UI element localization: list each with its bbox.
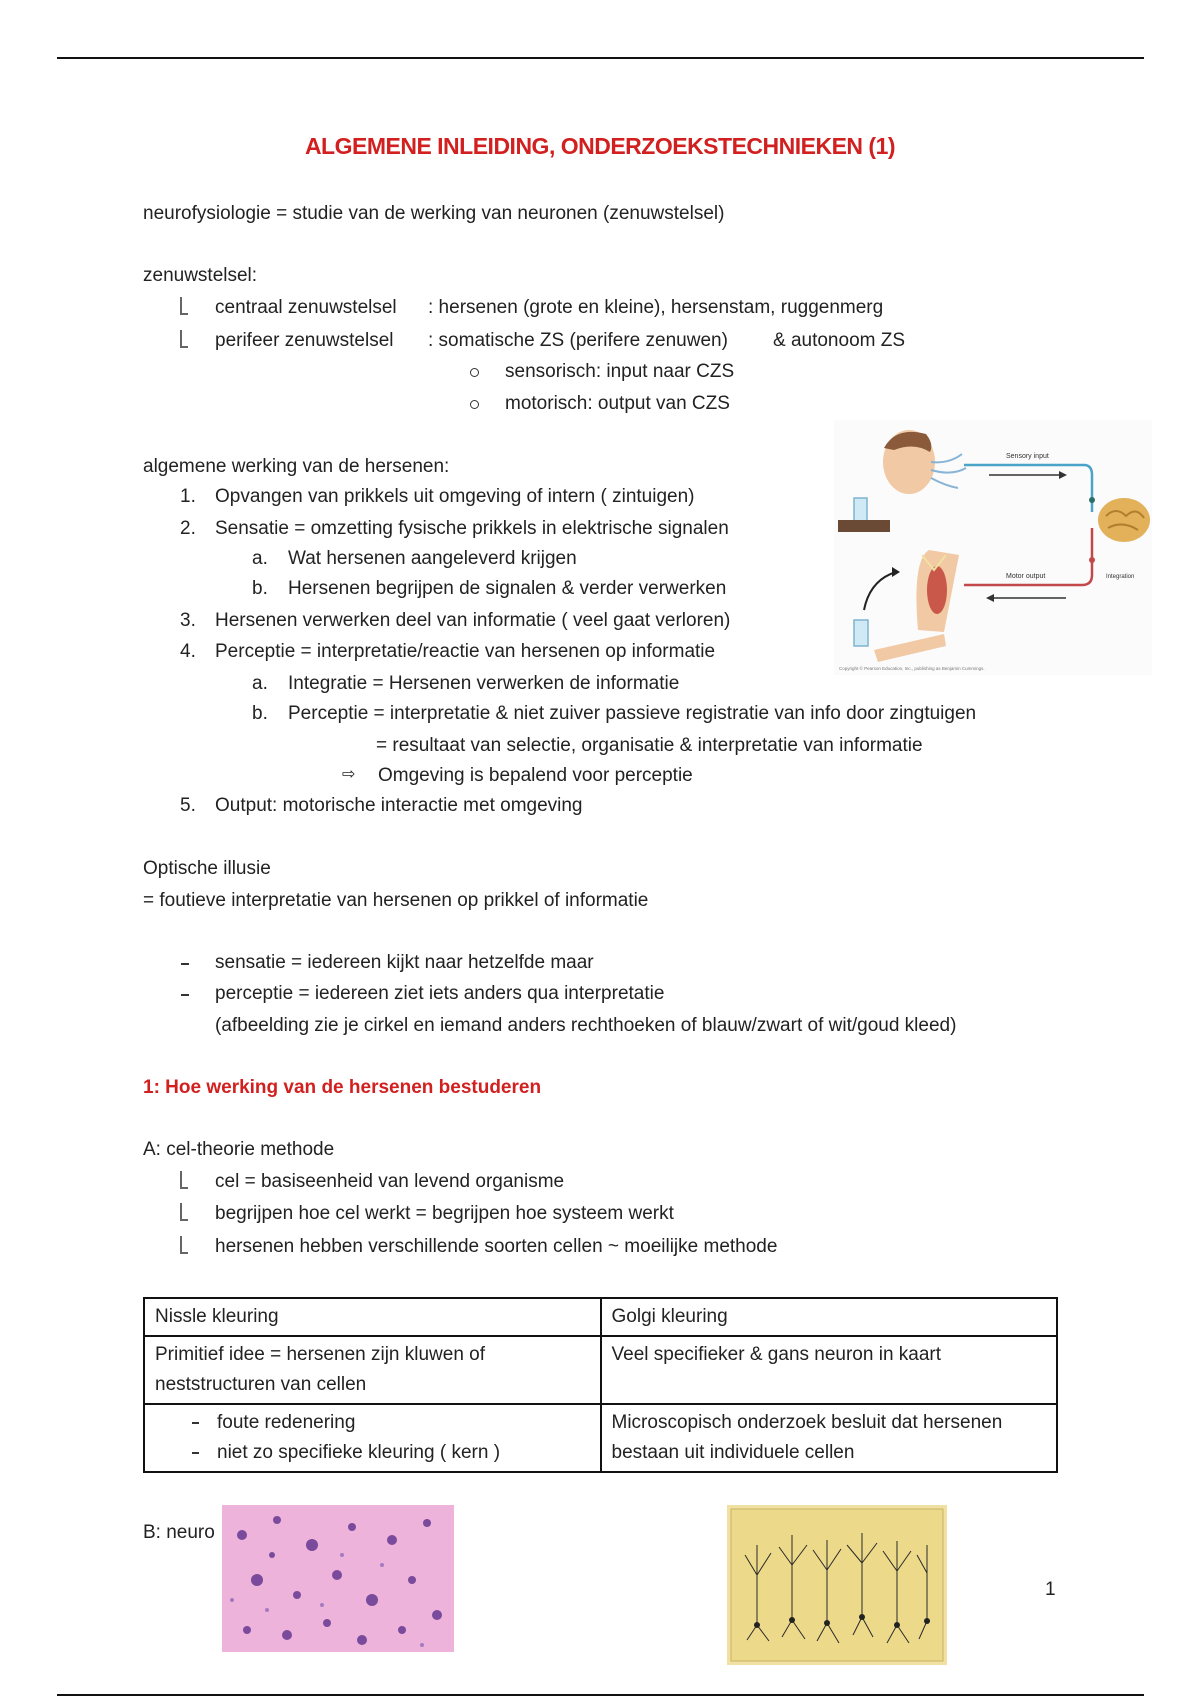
illusion-note: (afbeelding zie je cirkel en iemand anders rechthoeken of blauw/zwart of wit/goud kleed)	[215, 1015, 957, 1036]
pns-description: : somatische ZS (perifere zenuwen)	[428, 330, 728, 351]
table-row	[144, 1298, 1057, 1336]
table-row	[144, 1404, 1057, 1472]
table-list-text: niet zo specifieke kleuring ( kern )	[217, 1442, 501, 1463]
list-subitem: Wat hersenen aangeleverd krijgen	[288, 548, 577, 569]
illusion-heading: Optische illusie	[143, 858, 271, 879]
figure-copyright: Copyright © Pearson Education, Inc., publishing as Benjamin Cummings.	[839, 666, 985, 671]
list-item: Opvangen van prikkels uit omgeving of intern ( zintuigen)	[215, 486, 695, 507]
cns-description: : hersenen (grote en kleine), hersenstam, ruggenmerg	[428, 297, 884, 318]
list-letter: b.	[252, 578, 268, 599]
list-letter: a.	[252, 673, 268, 694]
subsection-heading: A: cel-theorie methode	[143, 1139, 335, 1160]
dash-bullet-icon	[192, 1422, 199, 1424]
list-letter: a.	[252, 548, 268, 569]
list-continuation: = resultaat van selectie, organisatie & interpretatie van informatie	[376, 735, 923, 756]
list-item: Hersenen verwerken deel van informatie ( veel gaat verloren)	[215, 610, 731, 631]
nervous-system-heading: zenuwstelsel:	[143, 265, 258, 286]
cell-theory-item: begrijpen hoe cel werkt = begrijpen hoe systeem werkt	[215, 1203, 674, 1224]
table-cell: Veel specifieker & gans neuron in kaart	[601, 1336, 1058, 1404]
sensory-motor-figure	[834, 420, 1152, 675]
pns-label: perifeer zenuwstelsel	[215, 330, 394, 351]
subsection-heading: B: neuro	[143, 1522, 215, 1543]
list-number: 2.	[180, 518, 196, 539]
list-item: Output: motorische interactie met omgeving	[215, 795, 583, 816]
list-arrow-item: Omgeving is bepalend voor perceptie	[378, 765, 693, 786]
list-subitem: Perceptie = interpretatie & niet zuiver passieve registratie van info door zingtuigen	[288, 703, 977, 724]
motor-output-label: Motor output	[1006, 573, 1046, 580]
dash-bullet-icon	[181, 994, 189, 996]
definition-text: neurofysiologie = studie van de werking van neuronen (zenuwstelsel)	[143, 203, 725, 224]
cell-theory-item: hersenen hebben verschillende soorten cellen ~ moeilijke methode	[215, 1236, 778, 1257]
bracket-icon	[180, 1203, 188, 1221]
list-subitem: Hersenen begrijpen de signalen & verder verwerken	[288, 578, 727, 599]
section-heading: 1: Hoe werking van de hersenen bestuderen	[143, 1077, 542, 1098]
arrow-icon: ⇨	[342, 766, 356, 783]
table-list-item	[155, 1438, 590, 1468]
bracket-icon	[180, 297, 188, 315]
bracket-icon	[180, 1171, 188, 1189]
list-item: Sensatie = omzetting fysische prikkels in elektrische signalen	[215, 518, 729, 539]
table-cell	[144, 1404, 601, 1472]
list-item: Perceptie = interpretatie/reactie van hersenen op informatie	[215, 641, 716, 662]
brain-illustration	[1098, 498, 1150, 542]
table-header-cell: Nissle kleuring	[144, 1298, 601, 1336]
circle-bullet-icon	[470, 368, 479, 377]
list-letter: b.	[252, 703, 268, 724]
table-cell: Microscopisch onderzoek besluit dat hersenen bestaan uit individuele cellen	[601, 1404, 1058, 1472]
integration-label: Integration	[1106, 574, 1135, 580]
cns-label: centraal zenuwstelsel	[215, 297, 397, 318]
illusion-definition: = foutieve interpretatie van hersenen op prikkel of informatie	[143, 890, 649, 911]
sensory-input-label: Sensory input	[1006, 453, 1049, 460]
dash-bullet-icon	[181, 963, 189, 965]
bottom-rule	[57, 1694, 1144, 1696]
list-number: 1.	[180, 486, 196, 507]
pns-sub-item: sensorisch: input naar CZS	[505, 361, 735, 382]
bracket-icon	[180, 330, 188, 348]
nissl-stain-image	[222, 1505, 454, 1652]
page-title: ALGEMENE INLEIDING, ONDERZOEKSTECHNIEKEN (1)	[304, 133, 896, 159]
golgi-stain-image	[727, 1505, 947, 1665]
dash-bullet-icon	[192, 1452, 199, 1454]
brain-function-heading: algemene werking van de hersenen:	[143, 456, 450, 477]
list-number: 4.	[180, 641, 196, 662]
top-rule	[57, 57, 1144, 59]
list-number: 3.	[180, 610, 196, 631]
bracket-icon	[180, 1236, 188, 1254]
pns-sub-item: motorisch: output van CZS	[505, 393, 730, 414]
list-number: 5.	[180, 795, 196, 816]
pns-autonomic: & autonoom ZS	[773, 330, 906, 351]
circle-bullet-icon	[470, 400, 479, 409]
table-list-item	[155, 1408, 590, 1438]
table-cell: Primitief idee = hersenen zijn kluwen of neststructuren van cellen	[144, 1336, 601, 1404]
page-number: 1	[1045, 1579, 1056, 1600]
illusion-bullet: perceptie = iedereen ziet iets anders qua interpretatie	[215, 983, 665, 1004]
table-row	[144, 1336, 1057, 1404]
table-list-text: foute redenering	[217, 1412, 356, 1433]
cell-theory-item: cel = basiseenheid van levend organisme	[215, 1171, 565, 1192]
staining-comparison-table	[143, 1297, 1058, 1473]
illusion-bullet: sensatie = iedereen kijkt naar hetzelfde maar	[215, 952, 594, 973]
list-subitem: Integratie = Hersenen verwerken de informatie	[288, 673, 680, 694]
table-header-cell: Golgi kleuring	[601, 1298, 1058, 1336]
